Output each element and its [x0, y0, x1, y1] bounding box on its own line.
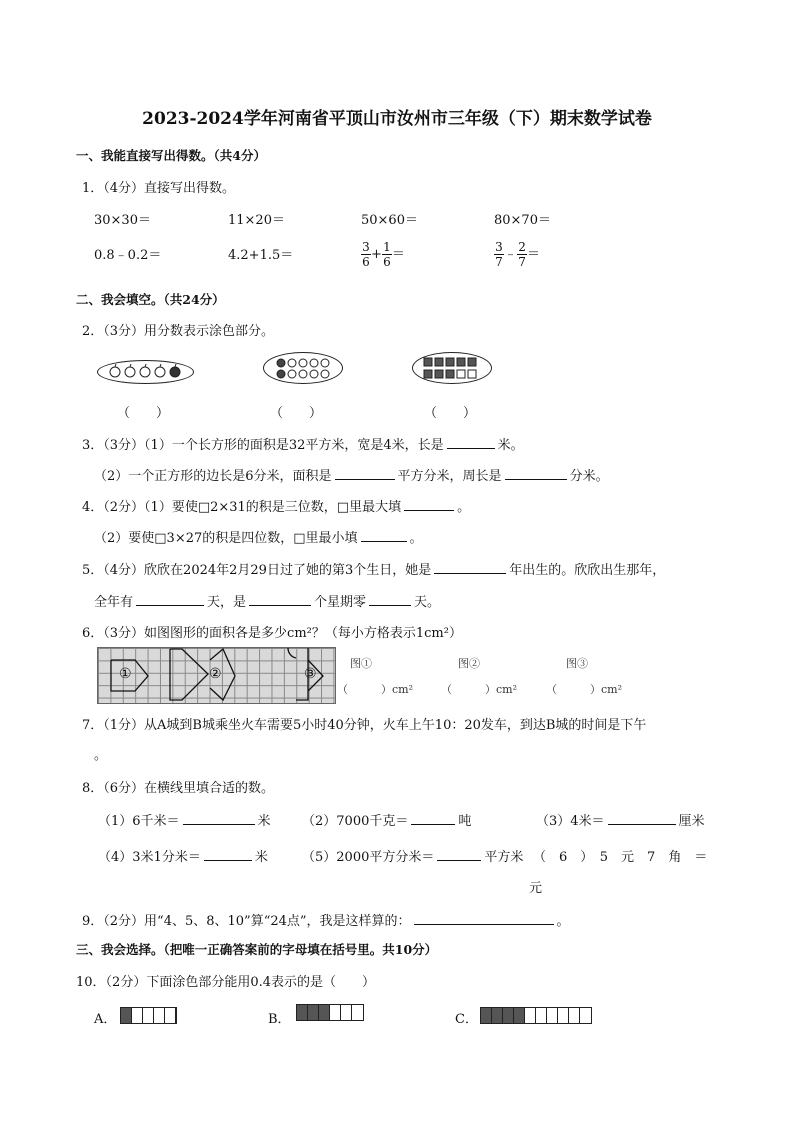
blank-cell — [132, 1008, 143, 1023]
q6-stem: 6．（3分）如图图形的面积各是多少cm²？（每小方格表示1cm²） — [82, 626, 462, 641]
q8-stem: 8．（6分）在横线里填合适的数。 — [82, 781, 275, 796]
text: （1）6千米＝ — [98, 814, 180, 829]
blank-cell — [558, 1008, 569, 1023]
q1-item: 80×70＝ — [494, 213, 551, 228]
shaded-cell — [121, 1008, 132, 1023]
text: （5）2000平方分米＝ — [302, 850, 435, 865]
figure-label: 图② — [458, 657, 480, 670]
figure-label: 图① — [350, 657, 372, 670]
q1-item: 30×30＝ — [94, 213, 151, 228]
text: 。 — [556, 914, 570, 929]
text: 分米。 — [569, 469, 609, 484]
text: 吨 — [458, 814, 472, 829]
fraction — [517, 240, 527, 269]
q3-line-2 — [94, 465, 609, 484]
text: 。 — [457, 500, 471, 515]
blank-cell — [143, 1008, 154, 1023]
denominator: 6 — [362, 255, 370, 269]
equals-sign: ＝ — [527, 247, 541, 262]
section-1-heading: 一、我能直接写出得数。（共4分） — [76, 148, 266, 163]
blank-cell — [580, 1008, 591, 1023]
answer-blank[interactable] — [437, 848, 481, 861]
text: 米 — [254, 850, 268, 865]
area-answer: （ ）cm² — [546, 683, 623, 696]
denominator: 6 — [383, 255, 391, 269]
answer-blank[interactable] — [249, 593, 311, 606]
answer-blank[interactable] — [414, 912, 554, 925]
text: 9．（2分）用“4、5、8、10”算“24点”，我是这样算的： — [82, 914, 411, 929]
blank-cell — [547, 1008, 558, 1023]
denominator: 7 — [495, 255, 503, 269]
text: 米。 — [497, 438, 524, 453]
blank-cell — [154, 1008, 165, 1023]
section-3-heading: 三、我会选择。（把唯一正确答案前的字母填在括号里。共10分） — [76, 942, 438, 957]
shaded-cell — [297, 1005, 308, 1020]
option-b-strip — [296, 1004, 364, 1021]
text: （2）7000千克＝ — [302, 814, 409, 829]
denominator: 7 — [518, 255, 526, 269]
text: 年出生的。欣欣出生那年， — [509, 563, 666, 578]
blank-cell — [525, 1008, 536, 1023]
area-answer: （ ）cm² — [441, 683, 518, 696]
operator: ﹣ — [504, 247, 518, 262]
q1-stem: 1．（4分）直接写出得数。 — [82, 181, 236, 196]
q8-item-5 — [302, 846, 523, 865]
shaded-cell — [503, 1008, 514, 1023]
text: （4）3米1分米＝ — [98, 850, 201, 865]
answer-blank[interactable] — [361, 529, 407, 542]
q8-item-6: （ 6 ） 5 元 7 角 ＝ — [533, 850, 708, 865]
text: 天。 — [414, 595, 441, 610]
q3-line-1 — [82, 434, 524, 453]
q5-line-2 — [94, 591, 440, 610]
square-icons — [413, 353, 491, 383]
answer-blank[interactable] — [434, 561, 506, 574]
q1-item: 11×20＝ — [228, 213, 285, 228]
q1-fraction-expression-2 — [494, 240, 540, 269]
equals-sign: ＝ — [391, 247, 405, 262]
text: 平方分米，周长是 — [397, 469, 502, 484]
circle-group-figure — [263, 352, 343, 384]
option-label-c[interactable]: C． — [455, 1012, 478, 1027]
answer-blank[interactable] — [505, 467, 567, 480]
option-label-b[interactable]: B． — [268, 1012, 291, 1027]
shaded-cell — [514, 1008, 525, 1023]
q2-answer-paren: （ ） — [117, 406, 170, 421]
q2-stem: 2．（3分）用分数表示涂色部分。 — [82, 324, 275, 339]
q7-line-1: 7．（1分）从A城到B城乘坐火车需要5小时40分钟，火车上午10：20发车，到达B城的时间是下午 — [82, 718, 647, 733]
answer-blank[interactable] — [369, 593, 411, 606]
q2-answer-paren: （ ） — [270, 406, 323, 421]
fraction — [361, 240, 371, 269]
q1-item: 0.8﹣0.2＝ — [94, 248, 162, 263]
text: 天，是 — [207, 595, 247, 610]
answer-blank[interactable] — [204, 848, 252, 861]
option-a-strip — [120, 1007, 177, 1024]
figure-number: ① — [119, 666, 132, 682]
text: （2）一个正方形的边长是6分米，面积是 — [94, 469, 332, 484]
circle-icons — [264, 353, 342, 383]
blank-cell — [165, 1008, 176, 1023]
q7-line-2: 。 — [94, 748, 108, 763]
answer-blank[interactable] — [608, 812, 676, 825]
q1-item: 50×60＝ — [361, 213, 418, 228]
figure-label: 图③ — [566, 657, 588, 670]
text: 5．（4分）欣欣在2024年2月29日过了她的第3个生日，她是 — [82, 563, 432, 578]
apple-group-figure — [97, 360, 194, 384]
shaded-cell — [308, 1005, 319, 1020]
answer-blank[interactable] — [335, 467, 395, 480]
q4-line-1 — [82, 496, 470, 515]
q8-item-2 — [302, 810, 471, 829]
figure-number: ③ — [304, 666, 317, 682]
text: 4．（2分）（1）要使□2×31的积是三位数，□里最大填 — [82, 500, 402, 515]
fraction — [494, 240, 504, 269]
numerator: 3 — [495, 240, 503, 254]
q2-answer-paren: （ ） — [424, 406, 477, 421]
numerator: 1 — [383, 240, 391, 254]
text: 。 — [409, 531, 423, 546]
answer-blank[interactable] — [411, 812, 455, 825]
option-label-a[interactable]: A． — [94, 1012, 117, 1027]
blank-cell — [569, 1008, 580, 1023]
numerator: 2 — [518, 240, 526, 254]
shaded-cell — [481, 1008, 492, 1023]
text: 米 — [257, 814, 271, 829]
apple-icons — [98, 361, 193, 383]
grid-shapes-figure — [97, 647, 336, 704]
page-title: 2023-2024学年河南省平顶山市汝州市三年级（下）期末数学试卷 — [142, 109, 652, 129]
option-c-strip — [480, 1007, 592, 1024]
text: （2）要使□3×27的积是四位数，□里最小填 — [94, 531, 358, 546]
figure-number: ② — [209, 666, 222, 682]
blank-cell — [352, 1005, 363, 1020]
section-2-heading: 二、我会填空。（共24分） — [76, 292, 225, 307]
blank-cell — [341, 1005, 352, 1020]
q8-item-4 — [98, 846, 268, 865]
answer-blank[interactable] — [447, 436, 495, 449]
shaded-cell — [319, 1005, 330, 1020]
q1-fraction-expression-1 — [361, 240, 405, 269]
answer-blank[interactable] — [404, 498, 454, 511]
shaded-cell — [492, 1008, 503, 1023]
q8-item-1 — [98, 810, 271, 829]
area-answer: （ ）cm² — [337, 683, 414, 696]
text: 全年有 — [94, 595, 134, 610]
q5-line-1 — [82, 559, 665, 578]
answer-blank[interactable] — [136, 593, 204, 606]
q4-line-2 — [94, 527, 423, 546]
fraction — [382, 240, 392, 269]
text: 厘米 — [678, 814, 705, 829]
numerator: 3 — [362, 240, 370, 254]
blank-cell — [536, 1008, 547, 1023]
q10-stem: 10．（2分）下面涂色部分能用0.4表示的是（ ） — [76, 975, 375, 990]
text: 个星期零 — [314, 595, 367, 610]
blank-cell — [330, 1005, 341, 1020]
square-group-figure — [412, 352, 492, 384]
q9-line — [82, 910, 570, 929]
q8-item-6-unit: 元 — [529, 881, 543, 896]
q8-item-3 — [536, 810, 705, 829]
q1-item: 4.2+1.5＝ — [228, 248, 294, 263]
answer-blank[interactable] — [183, 812, 255, 825]
text: 平方米 — [484, 850, 524, 865]
text: 3．（3分）（1）一个长方形的面积是32平方米，宽是4米，长是 — [82, 438, 444, 453]
text: （3）4米＝ — [536, 814, 605, 829]
operator: + — [371, 247, 382, 262]
